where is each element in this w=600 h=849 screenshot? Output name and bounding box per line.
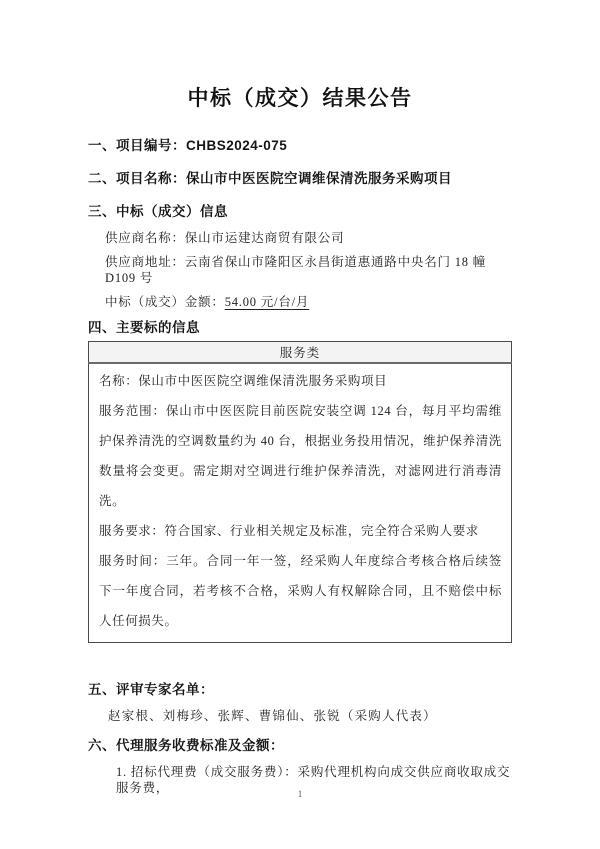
supplier-address-line: 供应商地址：云南省保山市隆阳区永昌街道惠通路中央名门 18 幢 D109 号	[105, 255, 487, 285]
award-amount-value: 54.00 元/台/月	[224, 295, 310, 309]
page-number: 1	[297, 789, 303, 799]
agency-fee-item-line: 1. 招标代理费（成交服务费）：采购代理机构向成交供应商收取成交服务费，	[116, 764, 511, 795]
section-heading-project-number: 一、项目编号：CHBS2024-075	[88, 138, 288, 153]
section-heading-experts: 五、评审专家名单：	[88, 681, 214, 697]
section-heading-award-info: 三、中标（成交）信息	[88, 204, 228, 219]
table-header-row	[89, 342, 512, 363]
service-requirement-paragraph: 服务要求：符合国家、行业相关规定及标准，完全符合采购人要求	[99, 523, 479, 538]
section-heading-project-name: 二、项目名称：保山市中医医院空调维保清洗服务采购项目	[88, 171, 452, 186]
table-body-row	[89, 363, 512, 643]
section-heading-agency-fee: 六、代理服务收费标准及金额：	[88, 737, 284, 753]
table-header-service-category: 服务类	[89, 342, 512, 363]
supplier-name-line: 供应商名称：保山市运建达商贸有限公司	[105, 231, 345, 245]
subject-table	[88, 341, 512, 643]
subject-table-wrapper	[88, 341, 512, 643]
award-amount-line	[105, 294, 512, 310]
service-scope-paragraph: 服务范围：保山市中医医院目前医院安装空调 124 台，每月平均需维护保养清洗的空调数量约为 40 台，根据业务投用情况，维护保养清洗数量将会变更。需定期对空调进行维护保养清洗，对滤网进行消毒清洗。	[99, 403, 502, 508]
section-heading-subject-info: 四、主要标的信息	[88, 320, 200, 335]
award-amount-label: 中标（成交）金额：	[105, 295, 225, 309]
page-title: 中标（成交）结果公告	[187, 87, 413, 110]
subject-name-paragraph: 名称：保山市中医医院空调维保清洗服务采购项目	[99, 373, 388, 388]
table-body-cell	[89, 363, 512, 643]
service-duration-paragraph: 服务时间：三年。合同一年一签，经采购人年度综合考核合格后续签下一年度合同，若考核不合格，采购人有权解除合同，且不赔偿中标人任何损失。	[99, 553, 502, 628]
expert-names-line: 赵家根、刘梅珍、张辉、曹锦仙、张锐（采购人代表）	[108, 708, 437, 723]
